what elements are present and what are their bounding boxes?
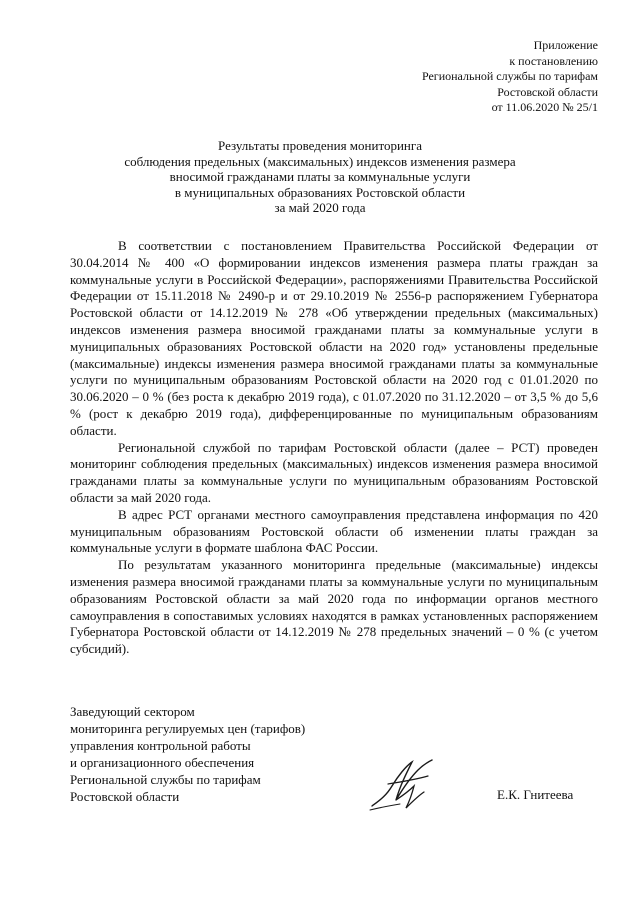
title-line: вносимой гражданами платы за коммунальные услуги: [169, 169, 471, 184]
body-paragraph: По результатам указанного мониторинга предельные (максимальные) индексы изменения размера вносимой гражданами платы за коммунальные услуги по муниципальным образованиям Ростовской области за май 2020 года по информации органов местного самоуправления в сопоставимых условиях находятся в рамках установленных распоряжением Губернатора Ростовской области от 14.12.2019 № 278 предельных значений – 0 % (с учетом субсидий).: [70, 557, 598, 657]
appendix-line: Приложение: [533, 38, 598, 52]
appendix-line: Ростовской области: [497, 84, 598, 99]
appendix-line: к постановлению: [509, 53, 598, 68]
title-line: соблюдения предельных (максимальных) индексов изменения размера: [124, 153, 516, 169]
appendix-line: от 11.06.2020 № 25/1: [491, 100, 598, 115]
position-line: Заведующий сектором: [70, 704, 195, 719]
body-paragraph: В соответствии с постановлением Правительства Российской Федерации от 30.04.2014 № 400 «О формировании индексов изменения размера платы граждан за коммунальные услуги в Российской Федерации», распоряжениями Правительства Российской Федерации от 15.11.2018 № 2490-р и от 29.10.2019 № 2556-р распоряжением Губернатора Ростовской области от 14.12.2019 № 278 «Об утверждении предельных (максимальных) индексов изменения размера вносимой гражданами платы за коммунальные услуги в муниципальных образованиях Ростовской области на 2020 год» установлены предельные (максимальные) индексы изменения размера вносимой гражданами платы за коммунальные услуги по муниципальным образованиям Ростовской области на 2020 год с 01.01.2020 по 30.06.2020 – 0 % (без роста к декабрю 2019 года), с 01.07.2020 по 31.12.2020 – от 3,5 % до 5,6 % (рост к декабрю 2019 года), дифференцированные по муниципальным образованиям области.: [70, 238, 598, 438]
document-title: [60, 138, 580, 216]
signatory-position: [70, 704, 305, 805]
body-paragraph: В адрес РСТ органами местного самоуправления представлена информация по 420 муниципальным образованиям Ростовской области об изменении платы граждан за коммунальные услуги в формате шаблона ФАС России.: [70, 506, 598, 556]
position-line: Региональной службы по тарифам: [70, 771, 261, 787]
title-line: Результаты проведения мониторинга: [218, 138, 422, 153]
position-line: Ростовской области: [70, 788, 180, 804]
document-body: [70, 238, 598, 658]
handwritten-signature: [366, 756, 446, 814]
position-line: и организационного обеспечения: [70, 754, 255, 770]
appendix-header: [422, 38, 598, 116]
position-line: мониторинга регулируемых цен (тарифов): [70, 720, 306, 736]
title-line: в муниципальных образованиях Ростовской области: [174, 184, 466, 200]
appendix-line: Региональной службы по тарифам: [421, 69, 598, 84]
signer-name: Е.К. Гнитеева: [497, 787, 574, 802]
position-line: управления контрольной работы: [70, 737, 251, 753]
title-line: за май 2020 года: [274, 200, 366, 215]
body-paragraph: Региональной службой по тарифам Ростовской области (далее – РСТ) проведен мониторинг соблюдения предельных (максимальных) индексов изменения размера вносимой гражданами платы за коммунальные услуги по муниципальным образованиям Ростовской области за май 2020 года.: [70, 439, 598, 505]
